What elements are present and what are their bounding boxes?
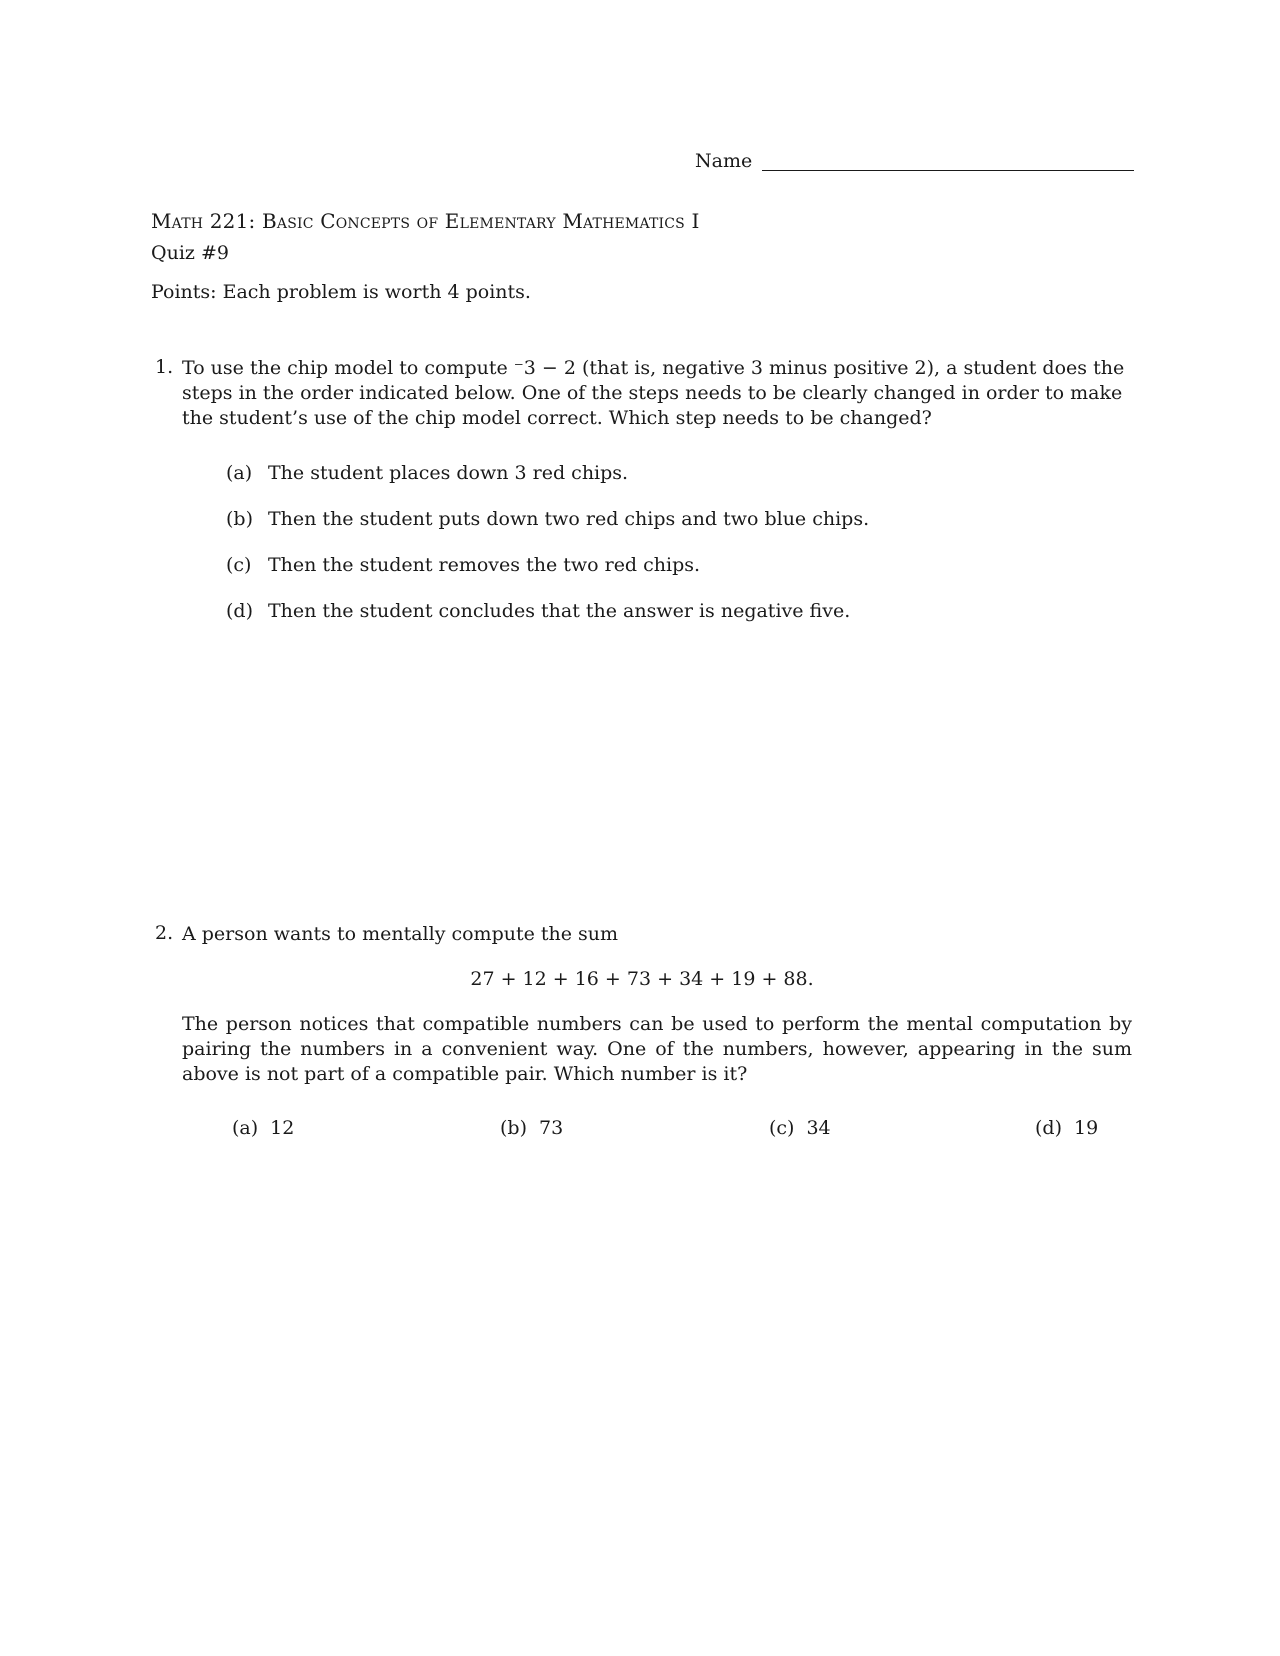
equation-text: 27 + 12 + 16 + 73 + 34 + 19 + 88. bbox=[470, 968, 814, 990]
problem-2-option-d[interactable] bbox=[1035, 1117, 1098, 1139]
option-text: Then the student removes the two red chips. bbox=[268, 554, 701, 576]
option-text: Then the student concludes that the answer is negative five. bbox=[268, 600, 851, 622]
option-label: (c) bbox=[226, 554, 252, 576]
problem-1-option-c[interactable] bbox=[226, 554, 869, 600]
problem-1-text: To use the chip model to compute ⁻3 − 2 (that is, negative 3 minus positive 2), a student does the steps in the order indicated below. One of the steps needs to be clearly changed in order to make the student’s use of the chip model correct. Which step needs to be changed? bbox=[182, 357, 1125, 429]
option-text: Then the student puts down two red chips and two blue chips. bbox=[268, 508, 870, 530]
option-label: (d) bbox=[1035, 1117, 1062, 1139]
problem-2-intro: A person wants to mentally compute the sum bbox=[182, 923, 619, 945]
option-text: 19 bbox=[1074, 1117, 1099, 1139]
problem-2-option-a[interactable] bbox=[232, 1117, 294, 1139]
problem-2-number: 2. bbox=[155, 922, 174, 944]
option-text: 12 bbox=[270, 1117, 295, 1139]
problem-1 bbox=[151, 356, 1131, 431]
quiz-number: Quiz #9 bbox=[151, 242, 229, 264]
name-field[interactable] bbox=[695, 150, 1134, 171]
problem-2-text: The person notices that compatible numbers can be used to perform the mental computation by pairing the numbers in a convenient way. One of the numbers, however, appearing in the sum above is not part of a compatible pair. Which number is it? bbox=[182, 1013, 1132, 1085]
option-text: 73 bbox=[539, 1117, 564, 1139]
problem-2-option-b[interactable] bbox=[500, 1117, 563, 1139]
problem-1-option-a[interactable] bbox=[226, 462, 869, 508]
option-label: (a) bbox=[226, 462, 253, 484]
problem-2-equation bbox=[0, 968, 1280, 990]
option-label: (d) bbox=[226, 600, 253, 622]
option-text: The student places down 3 red chips. bbox=[268, 462, 629, 484]
option-label: (b) bbox=[226, 508, 253, 530]
problem-2-option-c[interactable] bbox=[769, 1117, 831, 1139]
option-label: (b) bbox=[500, 1117, 527, 1139]
name-blank-line[interactable] bbox=[762, 150, 1134, 171]
problem-2-options bbox=[0, 1117, 1280, 1147]
course-title: Math 221: Basic Concepts of Elementary Mathematics I bbox=[151, 209, 700, 233]
option-text: 34 bbox=[806, 1117, 831, 1139]
problem-1-number: 1. bbox=[155, 356, 174, 378]
problem-1-options bbox=[226, 462, 869, 646]
option-label: (a) bbox=[232, 1117, 259, 1139]
problem-2 bbox=[151, 922, 1131, 947]
problem-1-option-d[interactable] bbox=[226, 600, 869, 646]
name-label: Name bbox=[695, 150, 753, 172]
problem-1-option-b[interactable] bbox=[226, 508, 869, 554]
option-label: (c) bbox=[769, 1117, 795, 1139]
points-note: Points: Each problem is worth 4 points. bbox=[151, 281, 531, 303]
